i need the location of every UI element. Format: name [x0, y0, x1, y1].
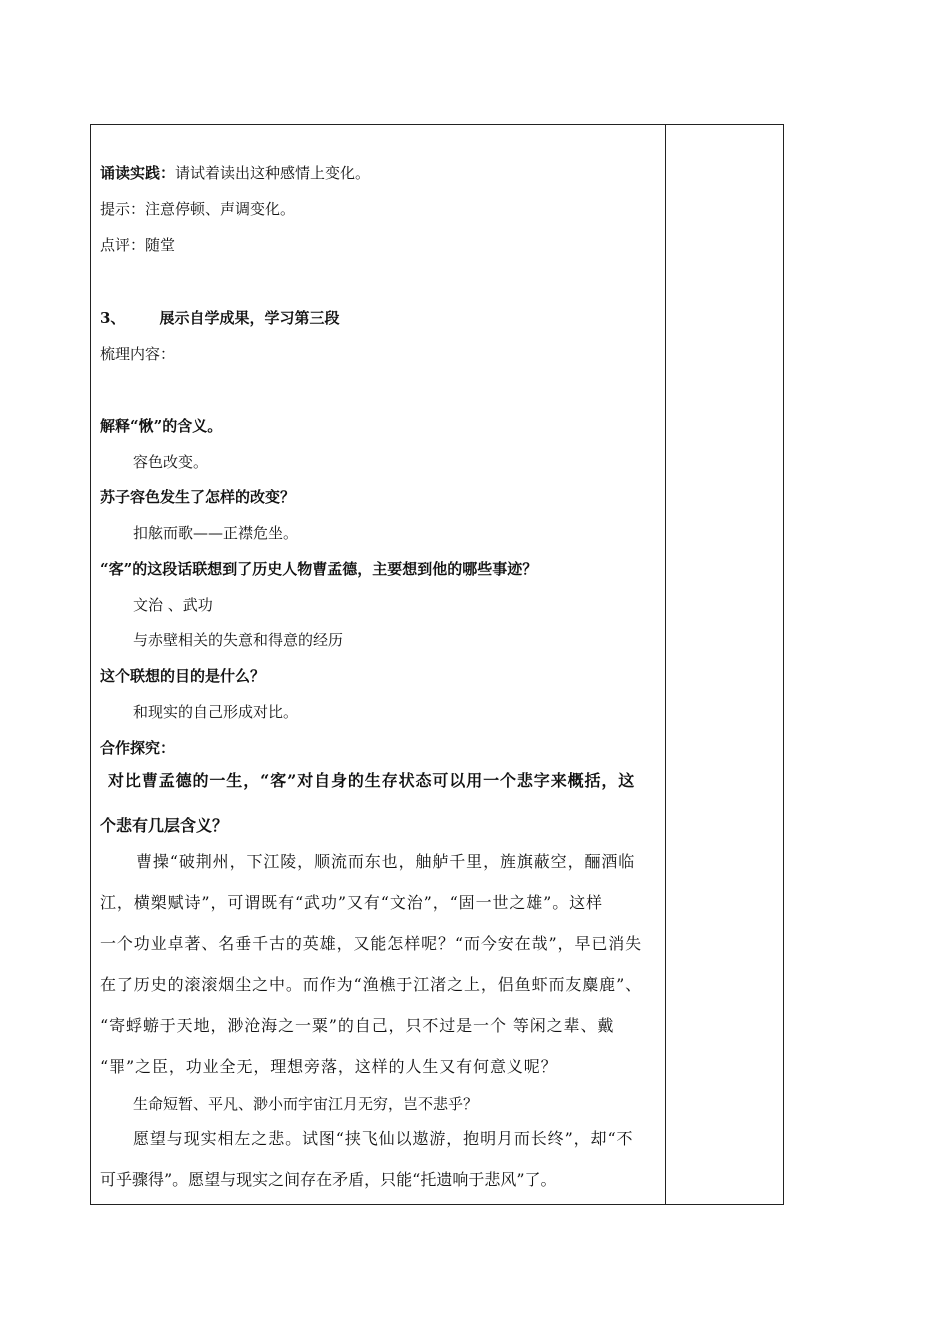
question-2: 苏子容色发生了怎样的改变？	[100, 488, 296, 506]
answer-4: 和现实的自己形成对比。	[133, 703, 299, 721]
section3-heading	[100, 308, 339, 328]
wish-line-1: 愿望与现实相左之悲。试图“挟飞仙以遨游，抱明月而长终”，却“不	[133, 1129, 634, 1148]
cooperation-question-line1: 对比曹孟德的一生，“客”对自身的生存状态可以用一个悲字来概括，这	[108, 771, 636, 790]
paragraph-line-4: 在了历史的滚滚烟尘之中。而作为“渔樵于江渚之上，侣鱼虾而友麋鹿”、	[100, 975, 643, 994]
question-1: 解释“愀”的含义。	[100, 417, 223, 435]
answer-3b: 与赤壁相关的失意和得意的经历	[133, 631, 344, 649]
paragraph-line-2: 江，横槊赋诗”，可谓既有“武功”又有“文治”，“固一世之雄”。这样	[100, 893, 603, 912]
question-4: 这个联想的目的是什么？	[100, 667, 266, 685]
cooperation-heading: 合作探究：	[100, 739, 176, 757]
paragraph-line-1: 曹操“破荆州，下江陵，顺流而东也，舳舻千里，旌旗蔽空，酾酒临	[136, 852, 636, 871]
column-divider	[665, 125, 666, 1204]
review-line: 点评：随堂	[100, 236, 176, 254]
answer-2: 扣舷而歌——正襟危坐。	[133, 524, 299, 542]
question-3: “客”的这段话联想到了历史人物曹孟德，主要想到他的哪些事迹？	[100, 560, 538, 578]
paragraph-line-3: 一个功业卓著、名垂千古的英雄，又能怎样呢？“而今安在哉”，早已消失	[100, 934, 643, 953]
answer-1: 容色改变。	[133, 453, 209, 471]
answer-3a: 文治 、武功	[133, 596, 213, 614]
hint-line: 提示：注意停顿、声调变化。	[100, 200, 296, 218]
wish-line-2: 可乎骤得”。愿望与现实之间存在矛盾，只能“托遗响于悲风”了。	[100, 1170, 557, 1189]
life-line: 生命短暂、平凡、渺小而宇宙江月无穷，岂不悲乎？	[133, 1095, 479, 1113]
sort-content-label: 梳理内容：	[100, 345, 176, 363]
paragraph-line-5: “寄蜉蝣于天地，渺沧海之一粟”的自己，只不过是一个 等闲之辈、戴	[100, 1016, 615, 1035]
recitation-text: 请试着读出这种感情上变化。	[175, 164, 371, 182]
section3-title: 展示自学成果，学习第三段	[159, 309, 340, 327]
paragraph-line-6: “罪”之臣，功业全无，理想旁落，这样的人生又有何意义呢？	[100, 1057, 558, 1076]
recitation-heading: 诵读实践：	[100, 164, 176, 182]
cooperation-question-line2: 个悲有几层含义？	[100, 816, 229, 835]
recitation-line	[100, 163, 370, 183]
document-table	[90, 124, 784, 1205]
section3-number: 3、	[100, 309, 126, 327]
